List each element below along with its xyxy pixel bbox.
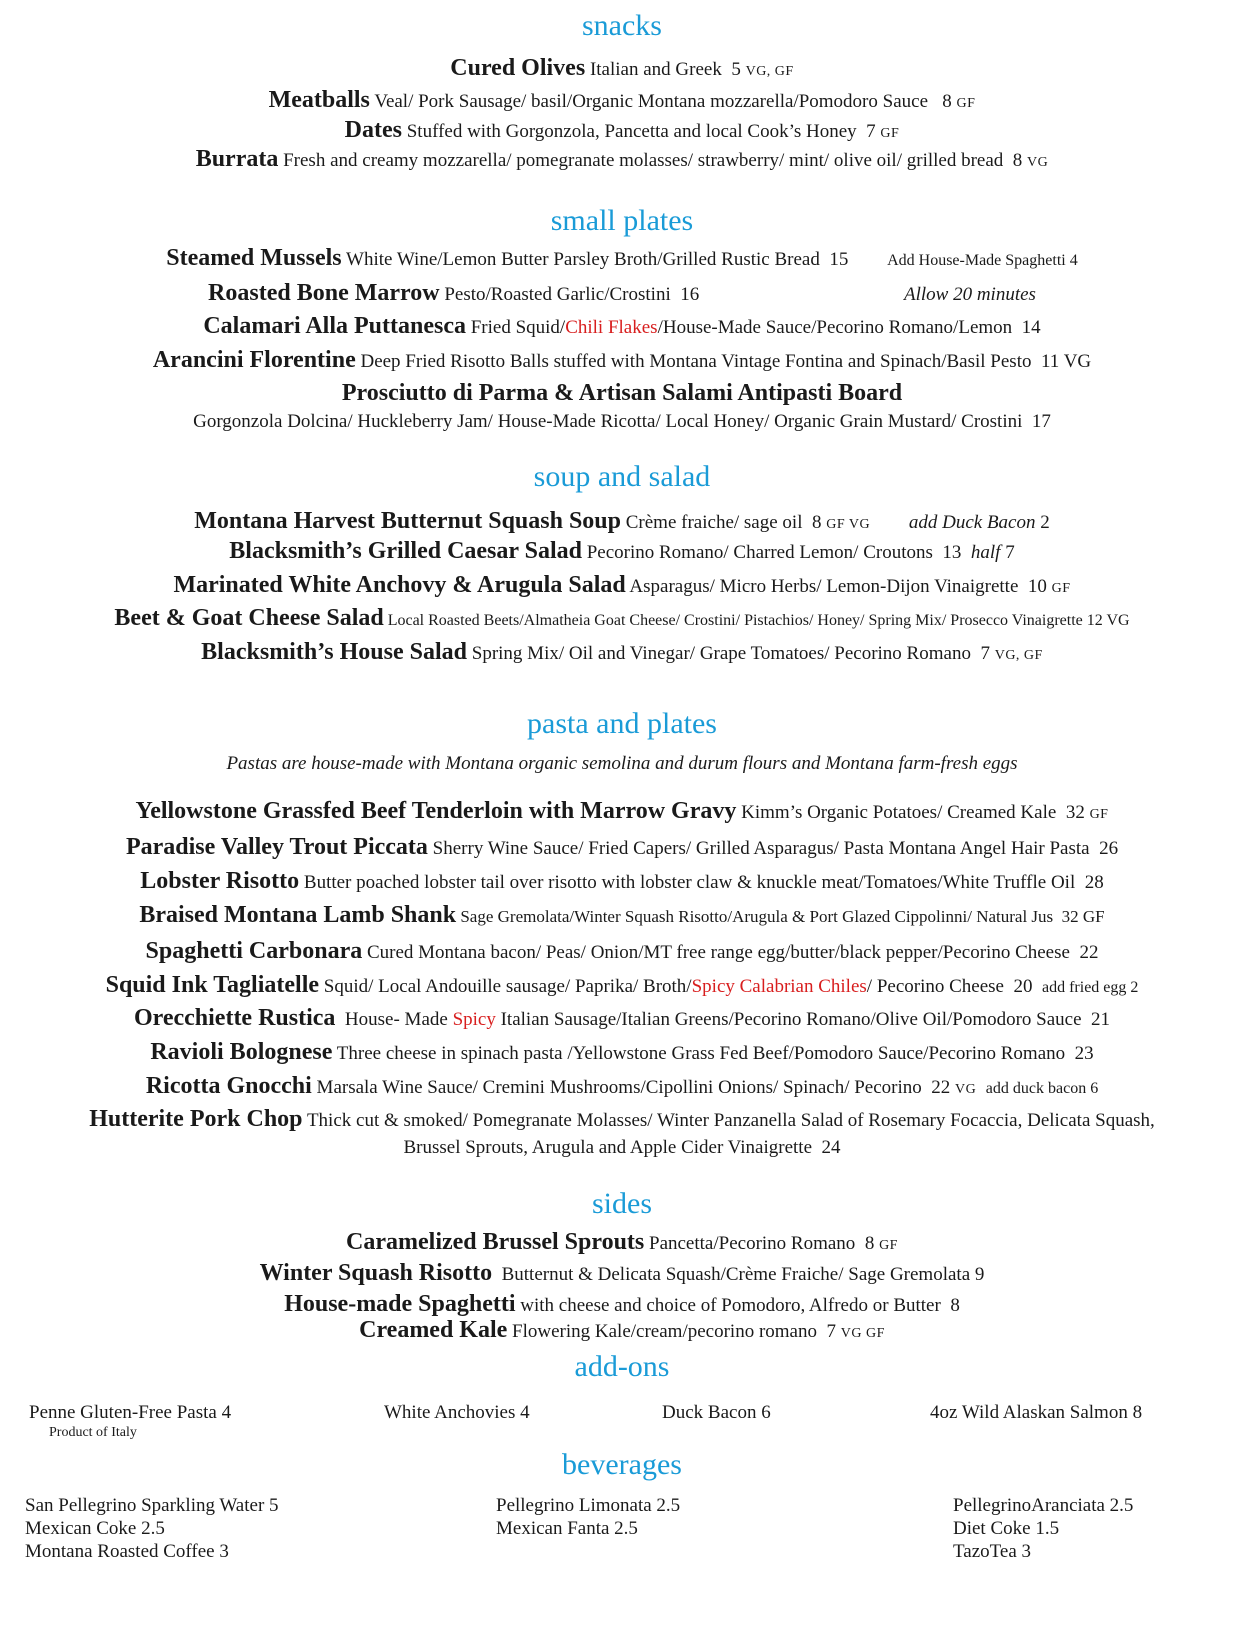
item-desc: Butter poached lobster tail over risotto with lobster claw & knuckle meat/Tomatoes/White Truffle Oil <box>303 872 1076 893</box>
item-name: Winter Squash Risotto <box>259 1260 493 1286</box>
item-desc-a: House- Made <box>344 1009 448 1030</box>
item-tags: VG <box>1063 351 1092 372</box>
section-title-addons: add-ons <box>574 1350 670 1383</box>
item-desc: Cured Montana bacon/ Peas/ Onion/MT free range egg/butter/black pepper/Pecorino Cheese <box>366 942 1070 963</box>
item-name: Ricotta Gnocchi <box>145 1073 312 1099</box>
item-price: 9 <box>974 1264 985 1285</box>
item-extra: Allow 20 minutes <box>903 284 1036 305</box>
menu-item <box>0 380 1244 408</box>
item-desc-a: Squid/ Local Andouille sausage/ Paprika/ Broth/ <box>323 976 692 997</box>
menu-item <box>0 1005 1244 1033</box>
beverage-item: Mexican Fanta 2.5 <box>496 1518 638 1539</box>
item-name: Yellowstone Grassfed Beef Tenderloin with Marrow Gravy <box>135 798 737 824</box>
item-tags: VG, GF <box>994 648 1043 663</box>
menu-item <box>0 55 1244 85</box>
menu-item <box>0 605 1244 634</box>
item-desc: Spring Mix/ Oil and Vinegar/ Grape Tomatoes/ Pecorino Romano <box>471 643 971 664</box>
menu-item <box>0 280 1244 308</box>
menu-item <box>0 639 1244 669</box>
item-desc: Crème fraiche/ sage oil <box>625 512 803 533</box>
item-name: Hutterite Pork Chop <box>89 1106 303 1132</box>
item-name: Beet & Goat Cheese Salad <box>114 605 384 631</box>
item-desc: Italian and Greek <box>589 59 722 80</box>
item-desc-b: Italian Sausage/Italian Greens/Pecorino Romano/Olive Oil/Pomodoro Sauce <box>500 1009 1082 1030</box>
item-desc: Marsala Wine Sauce/ Cremini Mushrooms/Cipollini Onions/ Spinach/ Pecorino <box>316 1077 922 1098</box>
item-price: 22 <box>1079 942 1099 963</box>
item-desc-a: Fried Squid/ <box>470 317 566 338</box>
item-price: 7 <box>826 1321 836 1342</box>
item-name: Spaghetti Carbonara <box>145 938 363 964</box>
item-name: Orecchiette Rustica <box>133 1005 336 1031</box>
menu-item <box>0 245 1244 274</box>
item-name: Dates <box>344 117 402 143</box>
item-price: 28 <box>1084 872 1104 893</box>
item-desc: Asparagus/ Micro Herbs/ Lemon-Dijon Vinaigrette <box>629 576 1019 597</box>
beverage-item: Pellegrino Limonata 2.5 <box>496 1495 681 1516</box>
item-tags: VG GF <box>840 1326 885 1341</box>
item-price: 22 <box>931 1077 951 1098</box>
item-name: Calamari Alla Puttanesca <box>203 313 466 339</box>
item-name: Burrata <box>195 146 279 172</box>
item-name: Arancini Florentine <box>152 347 356 373</box>
item-price: 17 <box>1031 411 1051 432</box>
item-name: Prosciutto di Parma & Artisan Salami Antipasti Board <box>341 380 903 406</box>
menu-item <box>0 117 1244 147</box>
item-name: Roasted Bone Marrow <box>208 280 440 306</box>
item-desc-b: /House-Made Sauce/Pecorino Romano/Lemon <box>657 317 1013 338</box>
item-name: Ravioli Bolognese <box>150 1039 333 1065</box>
menu-item <box>0 798 1244 828</box>
item-desc: Deep Fried Risotto Balls stuffed with Montana Vintage Fontina and Spinach/Basil Pesto <box>360 351 1032 372</box>
item-tags: GF <box>1051 581 1071 596</box>
item-name: Creamed Kale <box>359 1317 508 1343</box>
menu-item <box>0 87 1244 117</box>
beverage-item: San Pellegrino Sparkling Water 5 <box>25 1495 279 1516</box>
item-name: Squid Ink Tagliatelle <box>105 972 320 998</box>
beverage-item: Diet Coke 1.5 <box>953 1518 1060 1539</box>
item-tags: VG <box>955 1082 977 1097</box>
menu-item <box>0 1106 1244 1134</box>
item-price: 15 <box>829 249 849 270</box>
section-title-sides: sides <box>592 1187 652 1220</box>
item-tags: GF VG <box>826 517 871 532</box>
section-title-pasta-plates: pasta and plates <box>527 707 717 740</box>
item-desc: Pecorino Romano/ Charred Lemon/ Croutons <box>586 542 933 563</box>
beverage-item: PellegrinoAranciata 2.5 <box>953 1495 1134 1516</box>
item-name: Meatballs <box>268 87 370 113</box>
item-price: 21 <box>1091 1009 1111 1030</box>
item-desc: Stuffed with Gorgonzola, Pancetta and local Cook’s Honey <box>406 121 857 142</box>
item-desc: Three cheese in spinach pasta /Yellowstone Grass Fed Beef/Pomodoro Sauce/Pecorino Romano <box>336 1043 1066 1064</box>
menu-item <box>0 146 1244 176</box>
menu-item <box>0 1039 1244 1067</box>
item-extra-price: 7 <box>1005 542 1015 563</box>
item-price: 11 <box>1040 351 1060 372</box>
section-title-soup-salad: soup and salad <box>533 460 711 493</box>
beverage-item: Mexican Coke 2.5 <box>25 1518 165 1539</box>
item-price: 16 <box>680 284 700 305</box>
item-desc: Veal/ Pork Sausage/ basil/Organic Montana mozzarella/Pomodoro Sauce <box>374 91 928 112</box>
item-name: Montana Harvest Butternut Squash Soup <box>194 508 621 534</box>
item-extra-price: 2 <box>1040 512 1050 533</box>
addon-item-sub: Product of Italy <box>49 1425 137 1440</box>
section-title-beverages: beverages <box>562 1448 682 1481</box>
item-name: Blacksmith’s House Salad <box>201 639 467 665</box>
item-desc: Pesto/Roasted Garlic/Crostini <box>444 284 671 305</box>
item-name: Marinated White Anchovy & Arugula Salad <box>173 572 626 598</box>
menu-item <box>0 1260 1244 1288</box>
item-price: 23 <box>1074 1043 1094 1064</box>
item-name: Blacksmith’s Grilled Caesar Salad <box>229 538 582 564</box>
menu-item-desc-line <box>0 409 1244 435</box>
menu-item <box>0 938 1244 966</box>
pasta-note: Pastas are house-made with Montana organic semolina and durum flours and Montana farm-fresh eggs <box>226 753 1018 774</box>
item-name: Cured Olives <box>450 55 586 81</box>
section-title-small-plates: small plates <box>550 204 694 237</box>
menu-item <box>0 972 1244 1001</box>
item-extra: add fried egg 2 <box>1041 979 1139 996</box>
item-tags: GF <box>1082 907 1105 926</box>
menu-item <box>0 1291 1244 1319</box>
item-name: Caramelized Brussel Sprouts <box>346 1229 645 1255</box>
menu-item <box>0 508 1244 538</box>
item-price: 8 <box>942 91 952 112</box>
spicy-text: Chili Flakes <box>565 317 658 338</box>
addon-item: 4oz Wild Alaskan Salmon 8 <box>930 1402 1143 1423</box>
item-extra: add duck bacon 6 <box>985 1080 1099 1097</box>
item-desc-b: / Pecorino Cheese <box>866 976 1004 997</box>
menu-item <box>0 868 1244 896</box>
item-desc: Fresh and creamy mozzarella/ pomegranate molasses/ strawberry/ mint/ olive oil/ grilled bread <box>283 150 1004 171</box>
menu-item <box>0 347 1244 375</box>
item-name: Braised Montana Lamb Shank <box>139 902 457 928</box>
item-desc2: Brussel Sprouts, Arugula and Apple Cider Vinaigrette <box>403 1137 813 1158</box>
item-tags: GF <box>956 96 976 111</box>
item-desc: Sage Gremolata/Winter Squash Risotto/Arugula & Port Glazed Cippolinni/ Natural Jus <box>460 907 1054 926</box>
item-desc: Thick cut & smoked/ Pomegranate Molasses/ Winter Panzanella Salad of Rosemary Focaccia, Delicata Squash, <box>306 1110 1155 1131</box>
item-price: 8 <box>1012 150 1023 171</box>
item-desc: White Wine/Lemon Butter Parsley Broth/Grilled Rustic Bread <box>346 249 820 270</box>
menu-item <box>0 1073 1244 1103</box>
item-tags: VG, GF <box>745 64 794 79</box>
item-tags: VG <box>1106 612 1130 629</box>
item-price: 32 <box>1065 802 1085 823</box>
item-extra: Add House-Made Spaghetti 4 <box>887 252 1078 269</box>
item-tags: GF <box>1089 807 1109 822</box>
menu-item <box>0 538 1244 566</box>
item-name: House-made Spaghetti <box>284 1291 516 1317</box>
item-tags: VG <box>1027 155 1049 170</box>
item-price: 8 <box>864 1233 875 1254</box>
item-desc: Sherry Wine Sauce/ Fried Capers/ Grilled Asparagus/ Pasta Montana Angel Hair Pasta <box>432 838 1090 859</box>
item-desc: Flowering Kale/cream/pecorino romano <box>512 1321 817 1342</box>
item-desc: with cheese and choice of Pomodoro, Alfredo or Butter <box>520 1295 941 1316</box>
menu-item <box>0 313 1244 341</box>
menu-item-desc-line <box>0 1135 1244 1161</box>
spicy-text: Spicy <box>452 1009 496 1030</box>
beverage-item: TazoTea 3 <box>953 1541 1032 1562</box>
item-extra: add Duck Bacon <box>908 512 1036 533</box>
item-tags: GF <box>880 126 900 141</box>
section-title-snacks: snacks <box>582 9 662 42</box>
item-desc: Pancetta/Pecorino Romano <box>649 1233 856 1254</box>
menu-item <box>0 1229 1244 1259</box>
item-price: 32 <box>1061 907 1079 926</box>
item-name: Lobster Risotto <box>140 868 300 894</box>
item-price: 13 <box>942 542 962 563</box>
item-price: 10 <box>1027 576 1047 597</box>
item-price: 5 <box>731 59 741 80</box>
item-price: 24 <box>821 1137 841 1158</box>
item-price: 12 <box>1086 612 1103 629</box>
item-price: 26 <box>1099 838 1119 859</box>
menu-item <box>0 902 1244 930</box>
item-tags: GF <box>879 1238 898 1253</box>
addon-item: Duck Bacon 6 <box>662 1402 771 1423</box>
item-name: Paradise Valley Trout Piccata <box>125 834 428 860</box>
addon-item: Penne Gluten-Free Pasta 4 <box>29 1402 232 1423</box>
beverage-item: Montana Roasted Coffee 3 <box>25 1541 229 1562</box>
menu-item <box>0 572 1244 602</box>
item-desc: Local Roasted Beets/Almatheia Goat Cheese/ Crostini/ Pistachios/ Honey/ Spring Mix/ Prosecco Vinaigrette <box>387 612 1083 629</box>
menu-item <box>0 834 1244 862</box>
item-price: 8 <box>811 512 822 533</box>
addon-item: White Anchovies 4 <box>384 1402 530 1423</box>
item-desc: Butternut & Delicata Squash/Crème Fraiche/ Sage Gremolata <box>501 1264 971 1285</box>
item-name: Steamed Mussels <box>166 245 342 271</box>
item-price: 14 <box>1021 317 1041 338</box>
item-price: 7 <box>980 643 990 664</box>
item-desc: Kimm’s Organic Potatoes/ Creamed Kale <box>741 802 1057 823</box>
item-price: 7 <box>866 121 876 142</box>
item-price: 8 <box>950 1295 960 1316</box>
item-price: 20 <box>1013 976 1033 997</box>
spicy-text: Spicy Calabrian Chiles <box>691 976 867 997</box>
menu-item <box>0 1317 1244 1347</box>
item-extra: half <box>970 542 1001 563</box>
item-desc: Gorgonzola Dolcina/ Huckleberry Jam/ House-Made Ricotta/ Local Honey/ Organic Grain Mustard/ Crostini <box>193 411 1023 432</box>
